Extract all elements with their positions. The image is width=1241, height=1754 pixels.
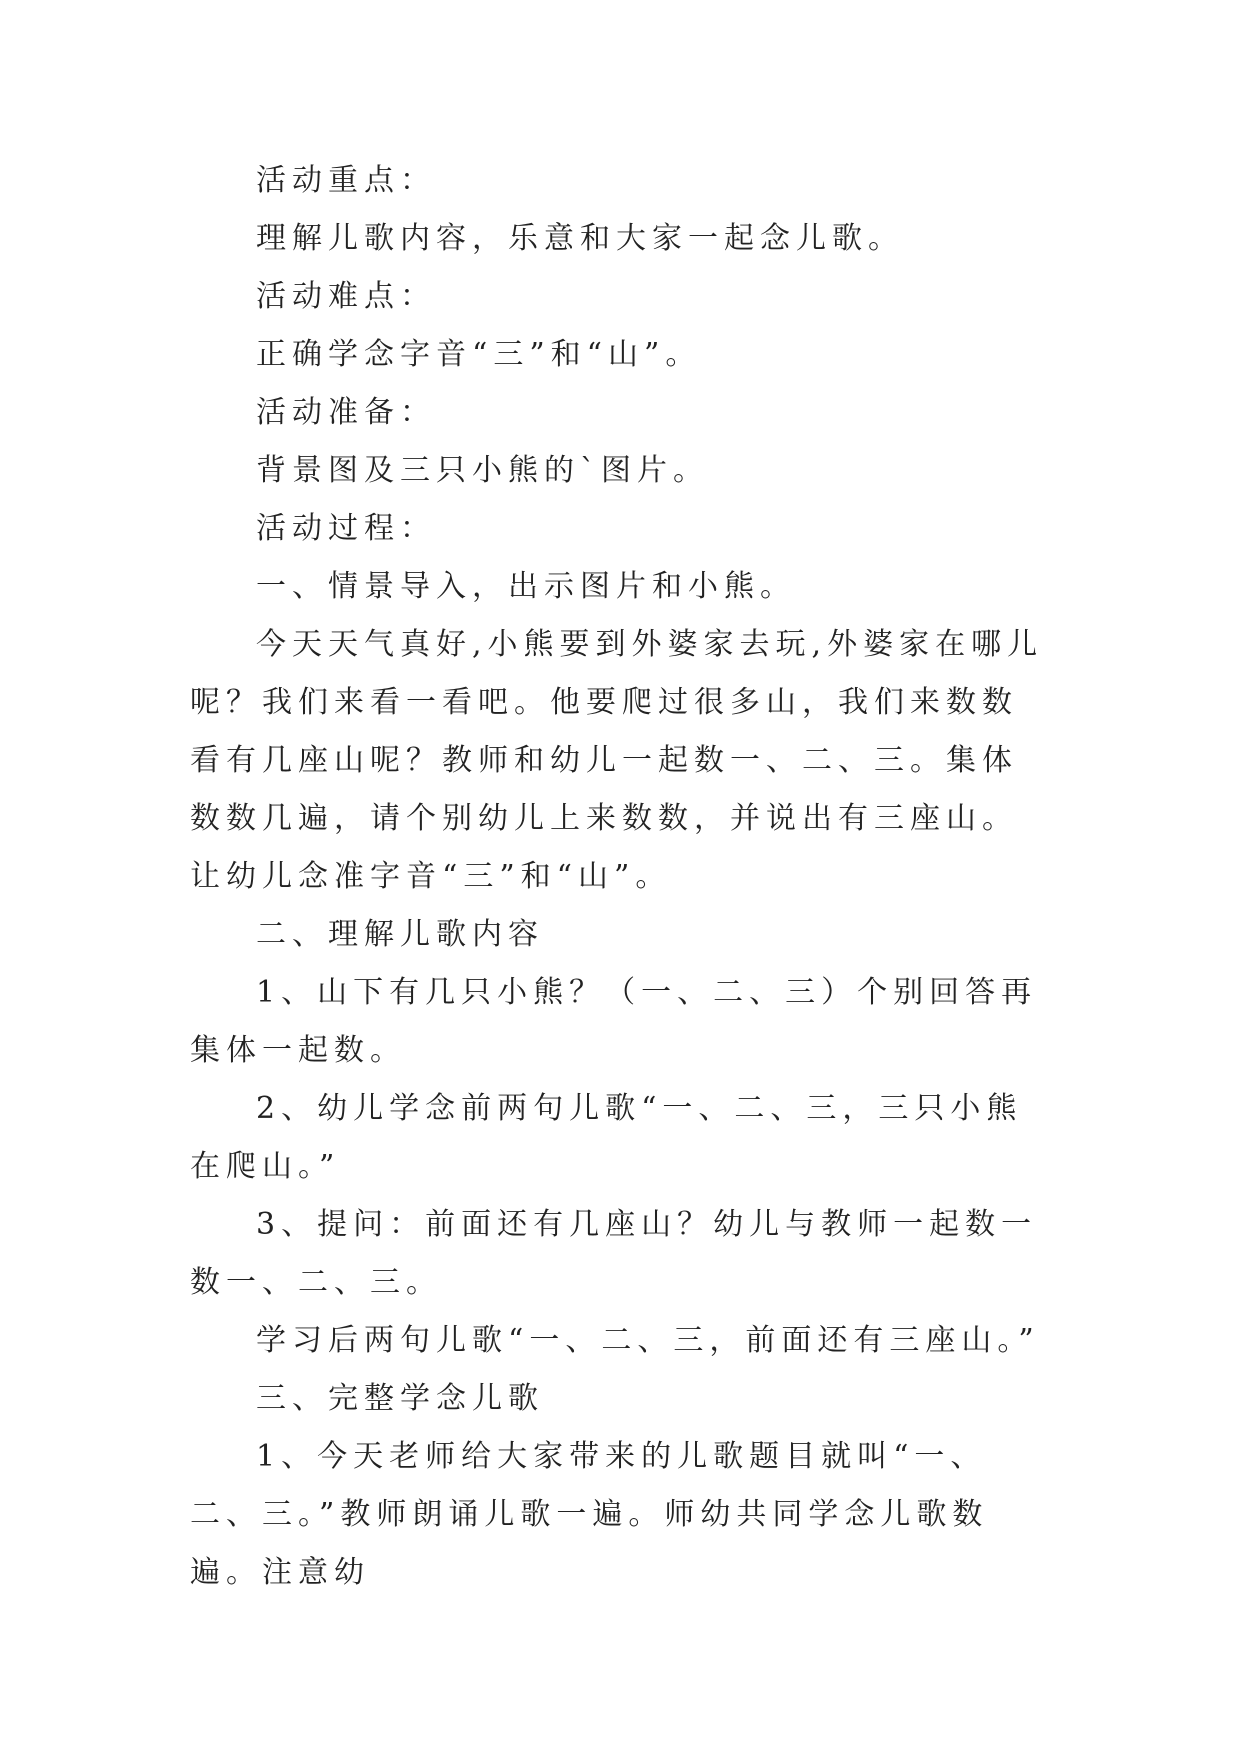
section-one-body: 今天天气真好,小熊要到外婆家去玩,外婆家在哪儿呢？我们来看一看吧。他要爬过很多山，我们来数数看有几座山呢？教师和幼儿一起数一、二、三。集体数数几遍，请个别幼儿上来数数，并说出有三座山。让幼儿念准字音“三”和“山”。: [190, 627, 1044, 894]
heading-key-points: 活动重点：: [256, 163, 436, 198]
document-body: [190, 152, 1050, 1602]
heading-process: 活动过程：: [256, 511, 436, 546]
paragraph-preparation: 背景图及三只小熊的`图片。: [256, 453, 709, 488]
section-two-title: 二、理解儿歌内容: [256, 917, 544, 952]
section-two-item-2: 2、幼儿学念前两句儿歌“一、二、三，三只小熊在爬山。”: [190, 1091, 1023, 1184]
heading-difficulties: 活动难点：: [256, 279, 436, 314]
section-two-item-4: 学习后两句儿歌“一、二、三，前面还有三座山。”: [256, 1323, 1040, 1358]
paragraph-difficulties: 正确学念字音“三”和“山”。: [256, 337, 702, 372]
section-two-item-3: 3、提问：前面还有几座山？幼儿与教师一起数一数一、二、三。: [190, 1207, 1038, 1300]
section-one-title: 一、情景导入，出示图片和小熊。: [256, 569, 796, 604]
heading-preparation: 活动准备：: [256, 395, 436, 430]
section-two-item-1: 1、山下有几只小熊？（一、二、三）个别回答再集体一起数。: [190, 975, 1038, 1068]
paragraph-key-points: 理解儿歌内容，乐意和大家一起念儿歌。: [256, 221, 904, 256]
section-three-title: 三、完整学念儿歌: [256, 1381, 544, 1416]
section-three-item-1: 1、今天老师给大家带来的儿歌题目就叫“一、二、三。”教师朗诵儿歌一遍。师幼共同学念儿歌数遍。注意幼: [190, 1439, 989, 1590]
